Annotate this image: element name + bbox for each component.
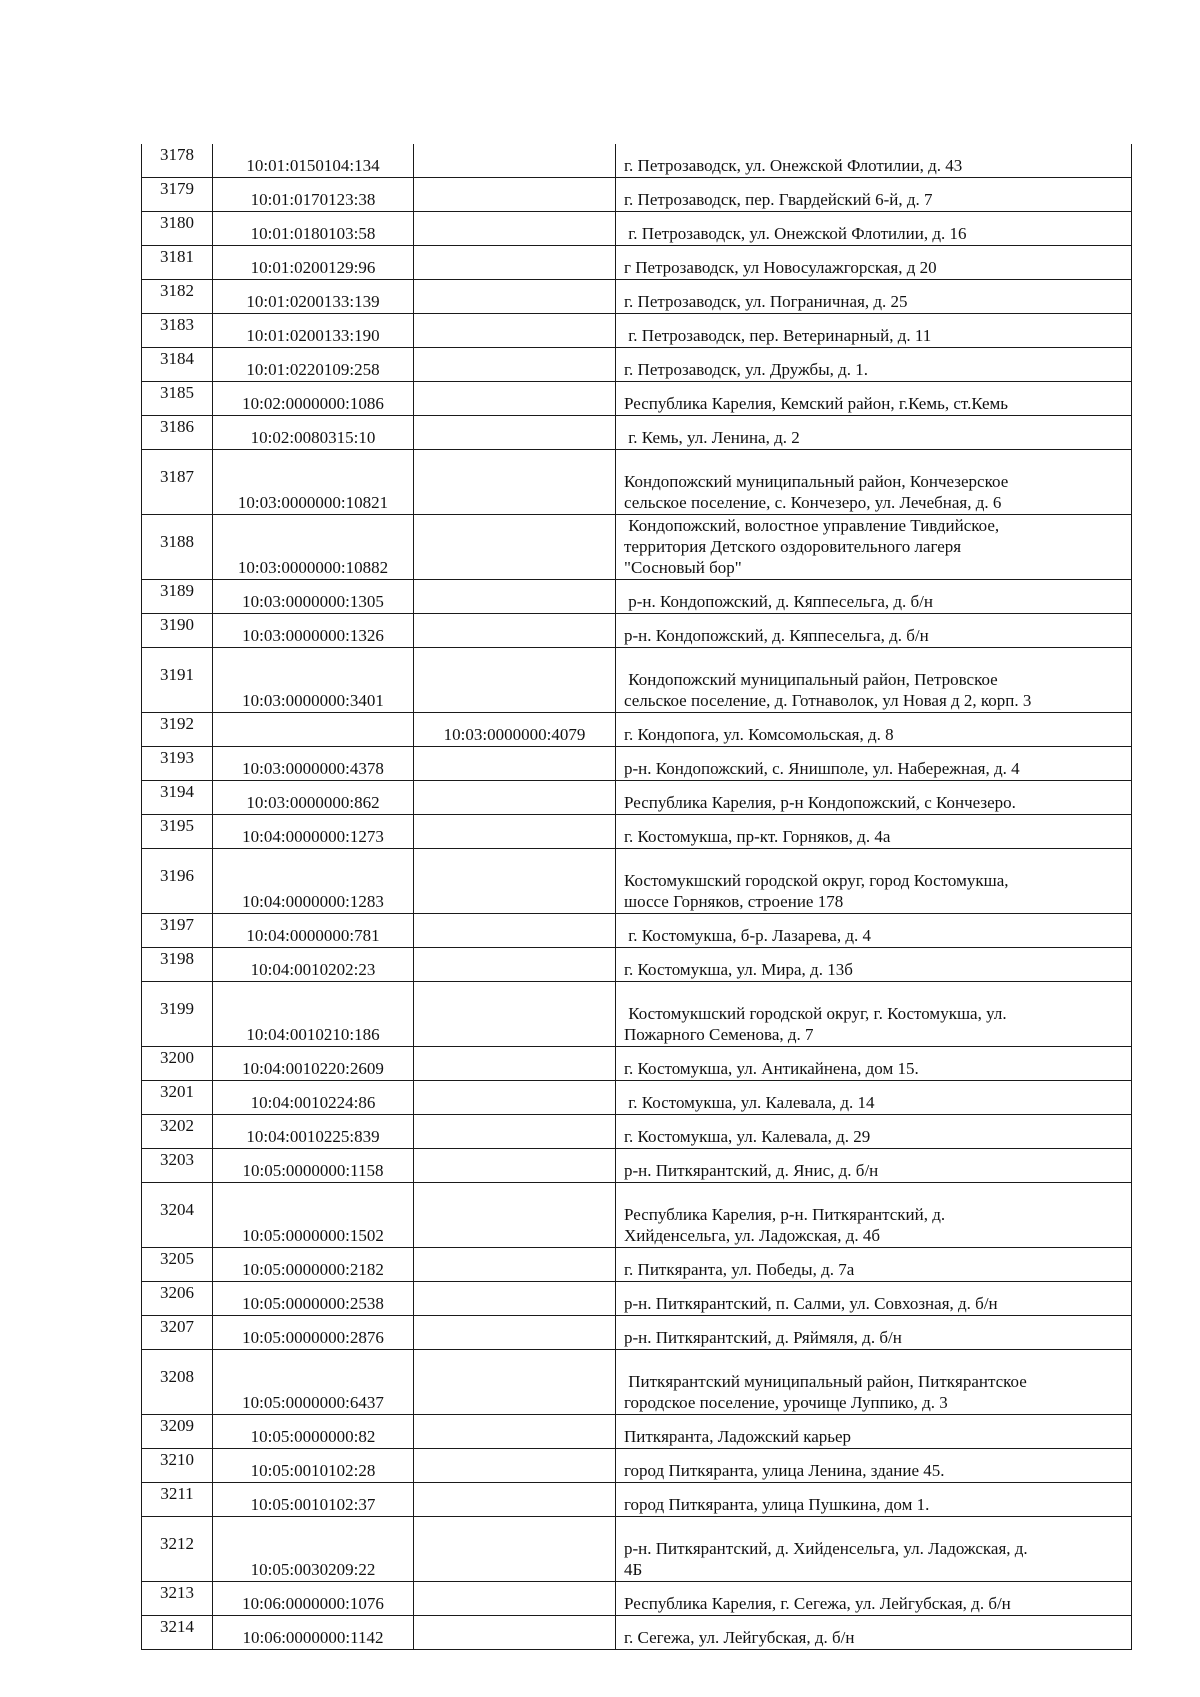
row-number-cell — [142, 1115, 213, 1149]
address-cell — [616, 1183, 1132, 1248]
table-row — [142, 1517, 1132, 1582]
address-cell — [616, 1449, 1132, 1483]
row-number-text: 3181 — [160, 247, 194, 266]
address-cell — [616, 815, 1132, 849]
address-cell — [616, 614, 1132, 648]
row-number-text: 3192 — [160, 714, 194, 733]
cadastral-number-cell — [213, 178, 414, 212]
row-number-text: 3187 — [160, 466, 194, 486]
address-cell — [616, 1415, 1132, 1449]
second-cadastral-number-cell — [414, 948, 616, 982]
table-row — [142, 515, 1132, 580]
address-text: Питкяранта, Ладожский карьер — [624, 1427, 852, 1446]
row-number-text: 3211 — [160, 1484, 194, 1503]
row-number-text: 3197 — [160, 915, 194, 934]
address-cell — [616, 280, 1132, 314]
cadastral-number-text: 10:04:0000000:1273 — [242, 827, 384, 846]
address-text: Кондопожский муниципальный район, Кончезерское сельское поселение, с. Кончезеро, ул. Лечебная, д. 6 — [624, 472, 1009, 512]
address-cell — [616, 348, 1132, 382]
row-number-text: 3212 — [160, 1533, 194, 1553]
cadastral-number-cell — [213, 314, 414, 348]
row-number-cell — [142, 982, 213, 1047]
table-row — [142, 914, 1132, 948]
second-cadastral-number-cell — [414, 713, 616, 747]
second-cadastral-number-cell — [414, 648, 616, 713]
second-cadastral-number-cell — [414, 450, 616, 515]
row-number-text: 3193 — [160, 748, 194, 767]
table-row — [142, 246, 1132, 280]
cadastral-number-text: 10:04:0000000:781 — [246, 926, 380, 945]
address-text: г. Питкяранта, ул. Победы, д. 7а — [624, 1260, 855, 1279]
row-number-text: 3210 — [160, 1450, 194, 1469]
row-number-text: 3185 — [160, 383, 194, 402]
cadastral-number-text: 10:05:0000000:1158 — [242, 1161, 384, 1180]
cadastral-number-text: 10:05:0000000:6437 — [242, 1393, 384, 1412]
address-text: р-н. Питкярантский, д. Ряймяля, д. б/н — [624, 1328, 902, 1347]
second-cadastral-number-cell — [414, 1115, 616, 1149]
table-row — [142, 1282, 1132, 1316]
row-number-text: 3180 — [160, 213, 194, 232]
table-row — [142, 1350, 1132, 1415]
address-cell — [616, 1616, 1132, 1650]
address-text: г. Петрозаводск, ул. Пограничная, д. 25 — [624, 292, 908, 311]
row-number-text: 3195 — [160, 816, 194, 835]
cadastral-number-cell — [213, 1183, 414, 1248]
row-number-cell — [142, 1282, 213, 1316]
row-number-text: 3201 — [160, 1082, 194, 1101]
address-cell — [616, 914, 1132, 948]
row-number-text: 3196 — [160, 865, 194, 885]
cadastral-number-cell — [213, 515, 414, 580]
row-number-cell — [142, 178, 213, 212]
address-cell — [616, 382, 1132, 416]
cadastral-number-text: 10:01:0200133:139 — [246, 292, 380, 311]
second-cadastral-number-cell — [414, 614, 616, 648]
registry-table-body — [142, 144, 1132, 1650]
address-cell — [616, 1047, 1132, 1081]
address-text: г. Костомукша, ул. Калевала, д. 29 — [624, 1127, 871, 1146]
table-row — [142, 781, 1132, 815]
table-row — [142, 849, 1132, 914]
second-cadastral-number-cell — [414, 280, 616, 314]
cadastral-number-cell — [213, 1483, 414, 1517]
table-row — [142, 416, 1132, 450]
row-number-cell — [142, 747, 213, 781]
row-number-text: 3213 — [160, 1583, 194, 1602]
cadastral-number-text: 10:05:0000000:2182 — [242, 1260, 384, 1279]
row-number-cell — [142, 614, 213, 648]
second-cadastral-number-text: 10:03:0000000:4079 — [443, 725, 586, 744]
cadastral-number-text: 10:03:0000000:10882 — [237, 558, 389, 577]
second-cadastral-number-cell — [414, 1282, 616, 1316]
cadastral-number-text: 10:04:0010210:186 — [246, 1025, 380, 1044]
cadastral-number-cell — [213, 1415, 414, 1449]
address-cell — [616, 144, 1132, 178]
row-number-text: 3179 — [160, 179, 194, 198]
table-row — [142, 1483, 1132, 1517]
second-cadastral-number-cell — [414, 144, 616, 178]
cadastral-number-cell — [213, 648, 414, 713]
row-number-text: 3190 — [160, 615, 194, 634]
address-cell — [616, 747, 1132, 781]
address-text: г. Костомукша, ул. Антикайнена, дом 15. — [624, 1059, 919, 1078]
cadastral-number-text: 10:05:0010102:28 — [250, 1461, 376, 1480]
second-cadastral-number-cell — [414, 1582, 616, 1616]
cadastral-number-text: 10:01:0200133:190 — [246, 326, 380, 345]
cadastral-number-text: 10:03:0000000:1326 — [242, 626, 384, 645]
row-number-cell — [142, 1483, 213, 1517]
table-row — [142, 1449, 1132, 1483]
cadastral-number-cell — [213, 849, 414, 914]
row-number-cell — [142, 713, 213, 747]
row-number-text: 3186 — [160, 417, 194, 436]
address-cell — [616, 1081, 1132, 1115]
cadastral-number-cell — [213, 815, 414, 849]
address-cell — [616, 1582, 1132, 1616]
second-cadastral-number-cell — [414, 1316, 616, 1350]
cadastral-number-text: 10:03:0000000:862 — [246, 793, 380, 812]
second-cadastral-number-cell — [414, 1081, 616, 1115]
address-text: р-н. Кондопожский, с. Янишполе, ул. Набережная, д. 4 — [624, 759, 1020, 778]
row-number-text: 3205 — [160, 1249, 194, 1268]
address-text: г. Костомукша, пр-кт. Горняков, д. 4а — [624, 827, 891, 846]
table-row — [142, 1248, 1132, 1282]
row-number-text: 3194 — [160, 782, 194, 801]
second-cadastral-number-cell — [414, 1616, 616, 1650]
second-cadastral-number-cell — [414, 982, 616, 1047]
cadastral-number-text: 10:04:0000000:1283 — [242, 892, 384, 911]
cadastral-number-text: 10:04:0010225:839 — [246, 1127, 380, 1146]
row-number-text: 3200 — [160, 1048, 194, 1067]
row-number-text: 3208 — [160, 1366, 194, 1386]
address-cell — [616, 1115, 1132, 1149]
cadastral-number-cell — [213, 450, 414, 515]
address-text: г. Костомукша, б-р. Лазарева, д. 4 — [624, 926, 871, 945]
second-cadastral-number-cell — [414, 515, 616, 580]
cadastral-number-cell — [213, 1115, 414, 1149]
address-text: г. Кемь, ул. Ленина, д. 2 — [624, 428, 800, 447]
second-cadastral-number-cell — [414, 416, 616, 450]
second-cadastral-number-cell — [414, 348, 616, 382]
address-text: город Питкяранта, улица Ленина, здание 45. — [624, 1461, 945, 1480]
second-cadastral-number-cell — [414, 1517, 616, 1582]
second-cadastral-number-cell — [414, 1149, 616, 1183]
cadastral-number-cell — [213, 1282, 414, 1316]
second-cadastral-number-cell — [414, 1350, 616, 1415]
address-text: р-н. Питкярантский, п. Салми, ул. Совхозная, д. б/н — [624, 1294, 998, 1313]
cadastral-number-text: 10:04:0010202:23 — [250, 960, 376, 979]
row-number-text: 3188 — [160, 531, 194, 551]
address-cell — [616, 1149, 1132, 1183]
cadastral-number-text: 10:02:0000000:1086 — [242, 394, 384, 413]
cadastral-number-cell — [213, 1149, 414, 1183]
cadastral-number-cell — [213, 416, 414, 450]
row-number-cell — [142, 1316, 213, 1350]
table-row — [142, 1149, 1132, 1183]
table-row — [142, 178, 1132, 212]
cadastral-number-text: 10:01:0150104:134 — [246, 156, 380, 175]
row-number-text: 3207 — [160, 1317, 194, 1336]
address-cell — [616, 948, 1132, 982]
cadastral-number-cell — [213, 1081, 414, 1115]
row-number-text: 3202 — [160, 1116, 194, 1135]
second-cadastral-number-cell — [414, 246, 616, 280]
second-cadastral-number-cell — [414, 815, 616, 849]
cadastral-number-text: 10:06:0000000:1142 — [242, 1628, 384, 1647]
address-cell — [616, 515, 1132, 580]
second-cadastral-number-cell — [414, 212, 616, 246]
table-row — [142, 1183, 1132, 1248]
table-row — [142, 314, 1132, 348]
cadastral-number-text: 10:03:0000000:4378 — [242, 759, 384, 778]
row-number-text: 3182 — [160, 281, 194, 300]
second-cadastral-number-cell — [414, 781, 616, 815]
cadastral-number-cell — [213, 1316, 414, 1350]
row-number-cell — [142, 1081, 213, 1115]
row-number-text: 3214 — [160, 1617, 194, 1636]
row-number-text: 3203 — [160, 1150, 194, 1169]
cadastral-number-text: 10:01:0200129:96 — [250, 258, 376, 277]
cadastral-number-text: 10:04:0010220:2609 — [242, 1059, 384, 1078]
row-number-cell — [142, 382, 213, 416]
address-cell — [616, 1316, 1132, 1350]
cadastral-number-cell — [213, 713, 414, 747]
address-text: г. Петрозаводск, пер. Ветеринарный, д. 11 — [624, 326, 932, 345]
second-cadastral-number-cell — [414, 1449, 616, 1483]
table-row — [142, 580, 1132, 614]
table-row — [142, 1316, 1132, 1350]
address-text: Республика Карелия, Кемский район, г.Кемь, ст.Кемь — [624, 394, 1009, 413]
table-row — [142, 1616, 1132, 1650]
cadastral-number-cell — [213, 747, 414, 781]
table-row — [142, 280, 1132, 314]
cadastral-number-cell — [213, 614, 414, 648]
cadastral-number-text: 10:06:0000000:1076 — [242, 1594, 384, 1613]
table-row — [142, 614, 1132, 648]
address-cell — [616, 1350, 1132, 1415]
address-text: г. Сегежа, ул. Лейгубская, д. б/н — [624, 1628, 855, 1647]
row-number-text: 3184 — [160, 349, 194, 368]
address-cell — [616, 1282, 1132, 1316]
second-cadastral-number-cell — [414, 1415, 616, 1449]
address-text: Кондопожский, волостное управление Тивдийское, территория Детского оздоровительного лагеря "Сосновый бор" — [624, 516, 1000, 577]
row-number-cell — [142, 348, 213, 382]
table-row — [142, 713, 1132, 747]
address-cell — [616, 246, 1132, 280]
table-row — [142, 1115, 1132, 1149]
address-text: р-н. Питкярантский, д. Хийденсельга, ул. Ладожская, д. 4Б — [624, 1539, 1028, 1579]
row-number-cell — [142, 1616, 213, 1650]
address-text: р-н. Питкярантский, д. Янис, д. б/н — [624, 1161, 879, 1180]
second-cadastral-number-cell — [414, 580, 616, 614]
row-number-text: 3191 — [160, 664, 194, 684]
row-number-cell — [142, 144, 213, 178]
row-number-cell — [142, 314, 213, 348]
row-number-text: 3206 — [160, 1283, 194, 1302]
row-number-cell — [142, 1582, 213, 1616]
row-number-cell — [142, 648, 213, 713]
cadastral-number-text: 10:04:0010224:86 — [250, 1093, 376, 1112]
cadastral-number-cell — [213, 382, 414, 416]
row-number-cell — [142, 1350, 213, 1415]
row-number-cell — [142, 580, 213, 614]
address-text: город Питкяранта, улица Пушкина, дом 1. — [624, 1495, 930, 1514]
address-cell — [616, 416, 1132, 450]
cadastral-number-text: 10:01:0170123:38 — [250, 190, 376, 209]
address-text: Республика Карелия, р-н Кондопожский, с Кончезеро. — [624, 793, 1016, 812]
table-row — [142, 815, 1132, 849]
row-number-cell — [142, 1415, 213, 1449]
cadastral-number-text: 10:05:0010102:37 — [250, 1495, 376, 1514]
table-row — [142, 1415, 1132, 1449]
cadastral-number-cell — [213, 1582, 414, 1616]
cadastral-number-cell — [213, 914, 414, 948]
address-cell — [616, 580, 1132, 614]
cadastral-number-cell — [213, 1449, 414, 1483]
cadastral-number-text: 10:05:0030209:22 — [250, 1560, 376, 1579]
table-row — [142, 1081, 1132, 1115]
address-text: Костомукшский городской округ, г. Костомукша, ул. Пожарного Семенова, д. 7 — [624, 1004, 1007, 1044]
table-row — [142, 450, 1132, 515]
table-row — [142, 747, 1132, 781]
row-number-cell — [142, 515, 213, 580]
row-number-text: 3198 — [160, 949, 194, 968]
address-cell — [616, 648, 1132, 713]
address-text: г. Костомукша, ул. Мира, д. 13б — [624, 960, 853, 979]
address-text: р-н. Кондопожский, д. Кяппесельга, д. б/н — [624, 592, 934, 611]
second-cadastral-number-cell — [414, 1047, 616, 1081]
address-text: Республика Карелия, р-н. Питкярантский, д. Хийденсельга, ул. Ладожская, д. 4б — [624, 1205, 946, 1245]
address-text: Кондопожский муниципальный район, Петровское сельское поселение, д. Готнаволок, ул Новая д 2, корп. 3 — [624, 670, 1032, 710]
table-row — [142, 948, 1132, 982]
address-text: р-н. Кондопожский, д. Кяппесельга, д. б/н — [624, 626, 929, 645]
second-cadastral-number-cell — [414, 314, 616, 348]
cadastral-number-text: 10:03:0000000:1305 — [242, 592, 384, 611]
address-cell — [616, 212, 1132, 246]
cadastral-number-cell — [213, 1350, 414, 1415]
table-row — [142, 1582, 1132, 1616]
second-cadastral-number-cell — [414, 914, 616, 948]
cadastral-number-cell — [213, 144, 414, 178]
cadastral-number-cell — [213, 781, 414, 815]
row-number-text: 3204 — [160, 1199, 194, 1219]
cadastral-number-cell — [213, 1047, 414, 1081]
address-text: Костомукшский городской округ, город Костомукша, шоссе Горняков, строение 178 — [624, 871, 1009, 911]
row-number-cell — [142, 416, 213, 450]
address-text: г Петрозаводск, ул Новосулажгорская, д 20 — [624, 258, 937, 277]
address-cell — [616, 178, 1132, 212]
second-cadastral-number-cell — [414, 382, 616, 416]
row-number-cell — [142, 1517, 213, 1582]
address-cell — [616, 849, 1132, 914]
row-number-cell — [142, 450, 213, 515]
address-cell — [616, 450, 1132, 515]
row-number-cell — [142, 914, 213, 948]
table-row — [142, 212, 1132, 246]
table-row — [142, 1047, 1132, 1081]
address-cell — [616, 713, 1132, 747]
property-registry-table — [141, 144, 1132, 1650]
address-text: Питкярантский муниципальный район, Питкярантское городское поселение, урочище Луппико, д. 3 — [624, 1372, 1027, 1412]
cadastral-number-text: 10:01:0180103:58 — [250, 224, 376, 243]
cadastral-number-text: 10:05:0000000:82 — [250, 1427, 376, 1446]
table-row — [142, 144, 1132, 178]
address-cell — [616, 1517, 1132, 1582]
cadastral-number-text: 10:03:0000000:3401 — [242, 691, 384, 710]
cadastral-number-cell — [213, 212, 414, 246]
second-cadastral-number-cell — [414, 849, 616, 914]
row-number-text: 3178 — [160, 145, 194, 164]
cadastral-number-cell — [213, 280, 414, 314]
address-text: г. Петрозаводск, ул. Дружбы, д. 1. — [624, 360, 869, 379]
row-number-text: 3209 — [160, 1416, 194, 1435]
row-number-cell — [142, 1047, 213, 1081]
second-cadastral-number-cell — [414, 747, 616, 781]
address-text: г. Кондопога, ул. Комсомольская, д. 8 — [624, 725, 894, 744]
row-number-cell — [142, 849, 213, 914]
row-number-cell — [142, 948, 213, 982]
row-number-text: 3199 — [160, 998, 194, 1018]
address-text: г. Петрозаводск, пер. Гвардейский 6-й, д. 7 — [624, 190, 933, 209]
cadastral-number-cell — [213, 246, 414, 280]
row-number-cell — [142, 246, 213, 280]
second-cadastral-number-cell — [414, 1483, 616, 1517]
row-number-text: 3189 — [160, 581, 194, 600]
address-text: г. Петрозаводск, ул. Онежской Флотилии, д. 43 — [624, 156, 963, 175]
row-number-cell — [142, 781, 213, 815]
cadastral-number-cell — [213, 1517, 414, 1582]
address-cell — [616, 314, 1132, 348]
address-cell — [616, 1483, 1132, 1517]
cadastral-number-text: 10:01:0220109:258 — [246, 360, 380, 379]
row-number-cell — [142, 212, 213, 246]
row-number-cell — [142, 1183, 213, 1248]
address-text: г. Петрозаводск, ул. Онежской Флотилии, д. 16 — [624, 224, 967, 243]
table-row — [142, 382, 1132, 416]
table-row — [142, 648, 1132, 713]
row-number-text: 3183 — [160, 315, 194, 334]
address-text: г. Костомукша, ул. Калевала, д. 14 — [624, 1093, 875, 1112]
cadastral-number-text: 10:03:0000000:10821 — [237, 493, 389, 512]
row-number-cell — [142, 1149, 213, 1183]
cadastral-number-cell — [213, 348, 414, 382]
cadastral-number-cell — [213, 1248, 414, 1282]
cadastral-number-cell — [213, 948, 414, 982]
address-cell — [616, 982, 1132, 1047]
cadastral-number-text: 10:05:0000000:2538 — [242, 1294, 384, 1313]
cadastral-number-text: 10:05:0000000:2876 — [242, 1328, 384, 1347]
second-cadastral-number-cell — [414, 1183, 616, 1248]
second-cadastral-number-cell — [414, 178, 616, 212]
cadastral-number-cell — [213, 982, 414, 1047]
row-number-cell — [142, 1248, 213, 1282]
second-cadastral-number-cell — [414, 1248, 616, 1282]
row-number-cell — [142, 280, 213, 314]
address-cell — [616, 1248, 1132, 1282]
cadastral-number-text: 10:02:0080315:10 — [250, 428, 376, 447]
cadastral-number-cell — [213, 580, 414, 614]
address-cell — [616, 781, 1132, 815]
cadastral-number-cell — [213, 1616, 414, 1650]
row-number-cell — [142, 815, 213, 849]
cadastral-number-text: 10:05:0000000:1502 — [242, 1226, 384, 1245]
row-number-cell — [142, 1449, 213, 1483]
address-text: Республика Карелия, г. Сегежа, ул. Лейгубская, д. б/н — [624, 1594, 1011, 1613]
table-row — [142, 348, 1132, 382]
table-row — [142, 982, 1132, 1047]
